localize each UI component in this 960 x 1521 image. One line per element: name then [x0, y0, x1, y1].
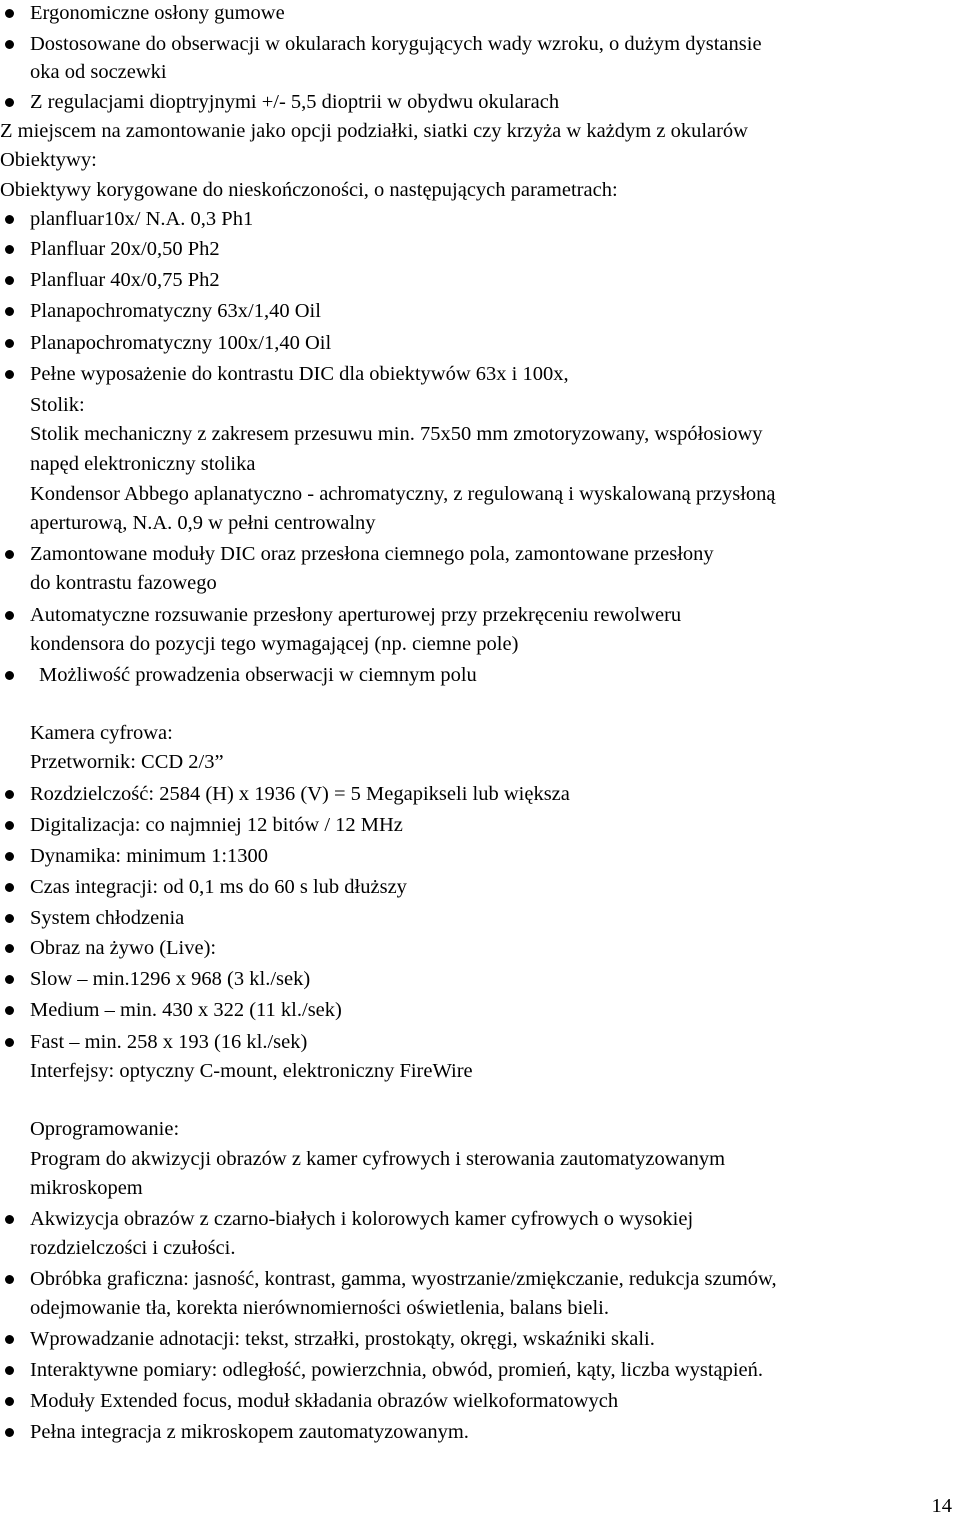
bullet-icon — [5, 975, 14, 984]
line-text: Kondensor Abbego aplanatyczno - achromatyczny, z regulowaną i wyskalowaną przysłoną — [30, 483, 776, 505]
bullet-icon — [5, 307, 14, 316]
line-text: Czas integracji: od 0,1 ms do 60 s lub dłuższy — [30, 876, 407, 898]
line-text: Wprowadzanie adnotacji: tekst, strzałki, prostokąty, okręgi, wskaźniki skali. — [30, 1328, 655, 1350]
line-text: Automatyczne rozsuwanie przesłony aperturowej przy przekręceniu rewolweru — [30, 604, 682, 626]
line-text: Slow – min.1296 x 968 (3 kl./sek) — [30, 968, 311, 990]
bullet-icon — [5, 339, 14, 348]
text-line — [0, 570, 960, 600]
line-text: oka od soczewki — [30, 61, 167, 83]
bullet-icon — [5, 1038, 14, 1047]
text-line — [0, 1235, 960, 1265]
line-text: mikroskopem — [30, 1177, 143, 1199]
bullet-icon — [5, 1275, 14, 1284]
bullet-icon — [5, 1006, 14, 1015]
line-text: Dynamika: minimum 1:1300 — [30, 845, 269, 867]
list-item — [0, 1419, 960, 1449]
line-text: Możliwość prowadzenia obserwacji w ciemnym polu — [39, 664, 477, 686]
list-item — [0, 298, 960, 328]
line-text: Planfluar 20x/0,50 Ph2 — [30, 238, 220, 260]
text-line — [0, 1116, 960, 1146]
line-text: Obiektywy korygowane do nieskończoności, o następujących parametrach: — [0, 179, 618, 201]
text-line — [0, 118, 960, 148]
list-item — [0, 874, 960, 904]
list-item — [0, 1206, 960, 1236]
line-text: Moduły Extended focus, moduł składania obrazów wielkoformatowych — [30, 1390, 619, 1412]
list-item — [0, 206, 960, 236]
line-text: rozdzielczości i czułości. — [30, 1237, 236, 1259]
list-item — [0, 1029, 960, 1059]
line-text: Oprogramowanie: — [30, 1118, 180, 1140]
list-item — [0, 935, 960, 965]
text-line — [0, 451, 960, 481]
bullet-icon — [5, 1428, 14, 1437]
list-item — [0, 1357, 960, 1387]
list-item — [0, 966, 960, 996]
list-item — [0, 330, 960, 360]
line-text: napęd elektroniczny stolika — [30, 453, 256, 475]
list-item — [0, 997, 960, 1027]
list-item — [0, 89, 960, 119]
line-text: Zamontowane moduły DIC oraz przesłona ciemnego pola, zamontowane przesłony — [30, 543, 714, 565]
bullet-icon — [5, 1366, 14, 1375]
bullet-icon — [5, 550, 14, 559]
bullet-icon — [5, 245, 14, 254]
bullet-icon — [5, 215, 14, 224]
list-item — [0, 812, 960, 842]
text-line — [0, 631, 960, 661]
text-line — [0, 177, 960, 207]
list-item — [0, 541, 960, 571]
bullet-icon — [5, 370, 14, 379]
list-item — [0, 0, 960, 30]
text-line — [0, 147, 960, 177]
list-item — [0, 843, 960, 873]
list-item — [0, 1326, 960, 1356]
text-line — [0, 1295, 960, 1325]
text-line — [0, 720, 960, 750]
bullet-icon — [5, 790, 14, 799]
line-text: Interfejsy: optyczny C-mount, elektroniczny FireWire — [30, 1060, 473, 1082]
line-text: kondensora do pozycji tego wymagającej (np. ciemne pole) — [30, 633, 519, 655]
text-line — [0, 1146, 960, 1176]
line-text: Przetwornik: CCD 2/3” — [30, 751, 224, 773]
line-text: Z miejscem na zamontowanie jako opcji podziałki, siatki czy krzyża w każdym z okularów — [0, 120, 748, 142]
list-item — [0, 236, 960, 266]
bullet-icon — [5, 1397, 14, 1406]
page-number: 14 — [931, 1495, 952, 1517]
line-text: System chłodzenia — [30, 907, 185, 929]
line-text: Ergonomiczne osłony gumowe — [30, 2, 285, 24]
text-line — [0, 510, 960, 540]
text-line — [0, 59, 960, 89]
line-text: do kontrastu fazowego — [30, 572, 217, 594]
line-text: planfluar10x/ N.A. 0,3 Ph1 — [30, 208, 254, 230]
text-line — [0, 749, 960, 779]
line-text: Program do akwizycji obrazów z kamer cyfrowych i sterowania zautomatyzowanym — [30, 1148, 726, 1170]
line-text: Interaktywne pomiary: odległość, powierzchnia, obwód, promień, kąty, liczba wystąpień. — [30, 1359, 764, 1381]
bullet-icon — [5, 671, 14, 680]
bullet-icon — [5, 821, 14, 830]
text-line — [0, 421, 960, 451]
bullet-icon — [5, 1215, 14, 1224]
bullet-icon — [5, 883, 14, 892]
text-line — [0, 481, 960, 511]
line-text: Obraz na żywo (Live): — [30, 937, 217, 959]
list-item — [0, 1266, 960, 1296]
line-text: Kamera cyfrowa: — [30, 722, 173, 744]
line-text: Planfluar 40x/0,75 Ph2 — [30, 269, 220, 291]
line-text: Obróbka graficzna: jasność, kontrast, gamma, wyostrzanie/zmiękczanie, redukcja szumów, — [30, 1268, 777, 1290]
line-text: Stolik: — [30, 394, 85, 416]
bullet-icon — [5, 98, 14, 107]
line-text: odejmowanie tła, korekta nierównomierności oświetlenia, balans bieli. — [30, 1297, 609, 1319]
bullet-icon — [5, 852, 14, 861]
bullet-icon — [5, 9, 14, 18]
line-text: Digitalizacja: co najmniej 12 bitów / 12 MHz — [30, 814, 403, 836]
list-item — [0, 31, 960, 61]
line-text: Z regulacjami dioptryjnymi +/- 5,5 dioptrii w obydwu okularach — [30, 91, 560, 113]
line-text: Medium – min. 430 x 322 (11 kl./sek) — [30, 999, 342, 1021]
list-item — [0, 905, 960, 935]
line-text: Dostosowane do obserwacji w okularach korygujących wady wzroku, o dużym dystansie — [30, 33, 762, 55]
line-text: Obiektywy: — [0, 149, 97, 171]
line-text: Akwizycja obrazów z czarno-białych i kolorowych kamer cyfrowych o wysokiej — [30, 1208, 694, 1230]
list-item — [0, 662, 960, 692]
text-line — [0, 1058, 960, 1088]
line-text: Fast – min. 258 x 193 (16 kl./sek) — [30, 1031, 308, 1053]
line-text: Stolik mechaniczny z zakresem przesuwu min. 75x50 mm zmotoryzowany, współosiowy — [30, 423, 763, 445]
text-line — [0, 392, 960, 422]
list-item — [0, 781, 960, 811]
line-text: Planapochromatyczny 63x/1,40 Oil — [30, 300, 321, 322]
line-text: Rozdzielczość: 2584 (H) x 1936 (V) = 5 Megapikseli lub większa — [30, 783, 570, 805]
line-text: Pełne wyposażenie do kontrastu DIC dla obiektywów 63x i 100x, — [30, 363, 569, 385]
line-text: Pełna integracja z mikroskopem zautomatyzowanym. — [30, 1421, 469, 1443]
list-item — [0, 1388, 960, 1418]
list-item — [0, 267, 960, 297]
list-item — [0, 361, 960, 391]
bullet-icon — [5, 944, 14, 953]
bullet-icon — [5, 40, 14, 49]
bullet-icon — [5, 914, 14, 923]
line-text: Planapochromatyczny 100x/1,40 Oil — [30, 332, 332, 354]
bullet-icon — [5, 276, 14, 285]
bullet-icon — [5, 611, 14, 620]
bullet-icon — [5, 1335, 14, 1344]
line-text: aperturową, N.A. 0,9 w pełni centrowalny — [30, 512, 376, 534]
list-item — [0, 602, 960, 632]
text-line — [0, 1175, 960, 1205]
